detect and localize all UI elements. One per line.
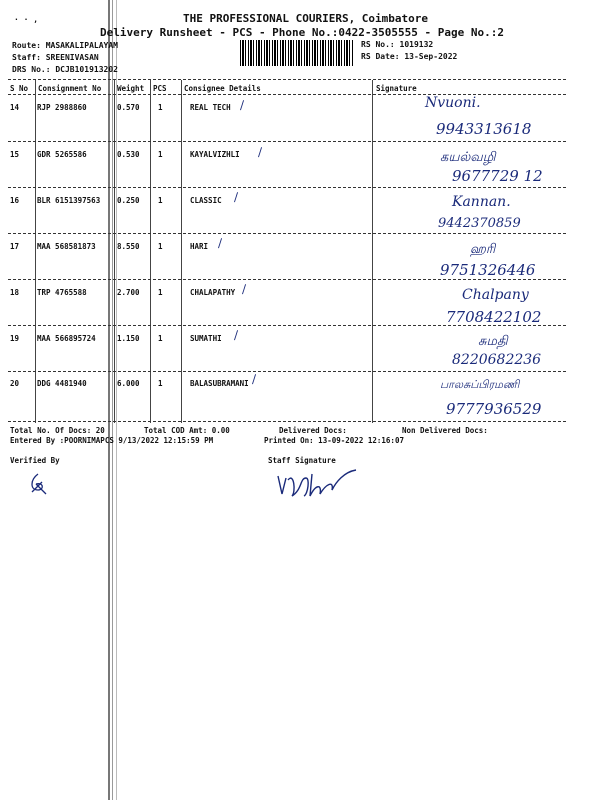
scan-line (116, 0, 117, 800)
signature-name: சுமதி (478, 334, 508, 349)
check-mark: ∕ (252, 372, 257, 386)
header-rule (8, 94, 566, 95)
check-mark: ∕ (218, 236, 223, 250)
row-pcs: 1 (158, 242, 163, 251)
total-cod: Total COD Amt: 0.00 (144, 426, 230, 435)
route-label: Route: MASAKALIPALAYAM (12, 41, 118, 50)
check-mark: ∕ (242, 282, 247, 296)
check-mark: ∕ (234, 190, 239, 204)
total-docs: Total No. Of Docs: 20 (10, 426, 105, 435)
col-header-consignee: Consignee Details (184, 84, 261, 93)
row-sno: 16 (10, 196, 20, 205)
row-pcs: 1 (158, 103, 163, 112)
staff-label: Staff: SREENIVASAN (12, 53, 99, 62)
signature-phone: 9442370859 (438, 216, 521, 231)
row-weight: 2.700 (117, 288, 140, 297)
row-sno: 17 (10, 242, 20, 251)
table-top-rule (8, 79, 566, 80)
row-rule (8, 233, 566, 234)
row-consignment: GDR 5265586 (37, 150, 87, 159)
signature-phone: 9677729 12 (452, 167, 543, 185)
row-pcs: 1 (158, 334, 163, 343)
row-consignment: BLR 6151397563 (37, 196, 101, 205)
row-consignee: HARI (190, 242, 209, 251)
row-sno: 18 (10, 288, 20, 297)
delivered-docs: Delivered Docs: (279, 426, 347, 435)
row-consignee: CHALAPATHY (190, 288, 236, 297)
signature-phone: 8220682236 (452, 352, 542, 368)
entered-by: Entered By :POORNIMAPCS 9/13/2022 12:15:59 PM (10, 436, 214, 445)
drs-number: DRS No.: DCJB101913202 (12, 65, 118, 74)
check-mark: ∕ (258, 145, 263, 159)
printed-on: Printed On: 13-09-2022 12:16:07 (264, 436, 404, 445)
col-header-consignment: Consignment No (38, 84, 102, 93)
signature-phone: 7708422102 (446, 308, 542, 326)
row-consignment: RJP 2988860 (37, 103, 87, 112)
row-rule (8, 325, 566, 326)
row-consignee: KAYALVIZHLI (190, 150, 240, 159)
row-rule (8, 371, 566, 372)
signature-name: ஹரி (470, 242, 496, 257)
row-consignment: MAA 568581873 (37, 242, 96, 251)
row-weight: 1.150 (117, 334, 140, 343)
row-weight: 0.250 (117, 196, 140, 205)
row-weight: 0.570 (117, 103, 140, 112)
signature-name: Nvuoni. (425, 95, 481, 111)
staff-signature (272, 466, 358, 506)
signature-name: Chalpany (462, 287, 529, 303)
staff-signature-label: Staff Signature (268, 456, 336, 465)
col-header-weight: Weight (117, 84, 145, 93)
signature-phone: 9943313618 (436, 120, 532, 138)
signature-phone: 9751326446 (440, 261, 536, 279)
col-header-sno: S No (10, 84, 29, 93)
non-delivered-docs: Non Delivered Docs: (402, 426, 488, 435)
row-consignment: DDG 4481940 (37, 379, 87, 388)
row-pcs: 1 (158, 150, 163, 159)
scan-line (112, 0, 113, 800)
row-sno: 14 (10, 103, 20, 112)
row-rule (8, 187, 566, 188)
barcode (240, 40, 354, 66)
row-consignee: REAL TECH (190, 103, 231, 112)
row-rule (8, 279, 566, 280)
row-consignee: SUMATHI (190, 334, 222, 343)
row-pcs: 1 (158, 288, 163, 297)
signature-name: கயல்வழி (440, 150, 496, 165)
row-weight: 6.000 (117, 379, 140, 388)
signature-phone: 9777936529 (446, 400, 542, 418)
row-pcs: 1 (158, 379, 163, 388)
check-mark: ∕ (240, 98, 245, 112)
signature-name: Kannan. (452, 194, 511, 210)
corner-mark: · · , (14, 15, 39, 24)
signature-name: பாலசுப்பிரமணி (440, 378, 520, 391)
row-sno: 19 (10, 334, 20, 343)
table-bottom-rule (8, 421, 566, 422)
col-header-pcs: PCS (153, 84, 167, 93)
company-title: THE PROFESSIONAL COURIERS, Coimbatore (183, 12, 429, 25)
row-sno: 15 (10, 150, 20, 159)
check-mark: ∕ (234, 328, 239, 342)
runsheet-subtitle: Delivery Runsheet - PCS - Phone No.:0422-3505555 - Page No.:2 (100, 26, 504, 39)
verified-by-label: Verified By (10, 456, 60, 465)
row-weight: 0.530 (117, 150, 140, 159)
row-consignment: MAA 566895724 (37, 334, 96, 343)
row-consignee: CLASSIC (190, 196, 222, 205)
verifier-signature (26, 472, 50, 496)
row-rule (8, 141, 566, 142)
row-weight: 8.550 (117, 242, 140, 251)
rs-date: RS Date: 13-Sep-2022 (361, 52, 458, 61)
row-consignment: TRP 4765588 (37, 288, 87, 297)
row-consignee: BALASUBRAMANI (190, 379, 249, 388)
row-pcs: 1 (158, 196, 163, 205)
col-header-signature: Signature (376, 84, 417, 93)
rs-number: RS No.: 1019132 (361, 40, 434, 49)
row-sno: 20 (10, 379, 20, 388)
scan-line (108, 0, 110, 800)
